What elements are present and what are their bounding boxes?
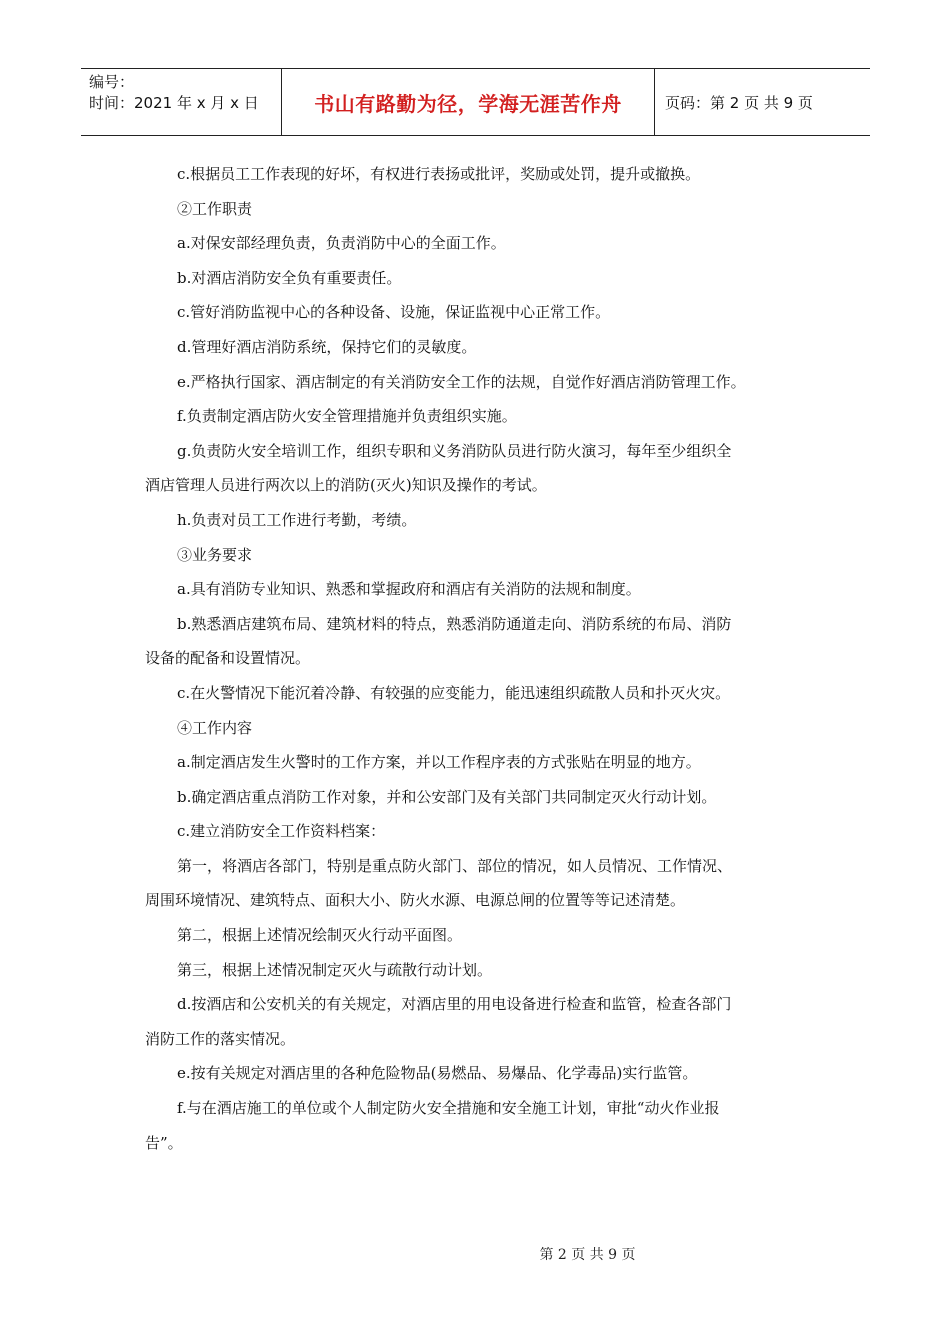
header-motto: 书山有路勤为径，学海无涯苦作舟 xyxy=(282,69,655,135)
body-line: ②工作职责 xyxy=(177,199,253,218)
body-line: ③业务要求 xyxy=(177,545,253,564)
document-header xyxy=(81,68,870,136)
body-line: c.管好消防监视中心的各种设备、设施，保证监视中心正常工作。 xyxy=(177,303,611,322)
body-line: h.负责对员工工作进行考勤，考绩。 xyxy=(177,510,417,529)
body-line: c.根据员工工作表现的好坏，有权进行表扬或批评，奖励或处罚，提升或撤换。 xyxy=(177,165,701,183)
body-line: e.按有关规定对酒店里的各种危险物品(易燃品、易爆品、化学毒品)实行监管。 xyxy=(177,1064,698,1083)
body-line: 第一，将酒店各部门，特别是重点防火部门、部位的情况，如人员情况、工作情况、 xyxy=(177,856,733,875)
body-line: a.对保安部经理负责，负责消防中心的全面工作。 xyxy=(177,234,506,253)
body-line: 消防工作的落实情况。 xyxy=(145,1029,296,1048)
body-line: b.确定酒店重点消防工作对象，并和公安部门及有关部门共同制定灭火行动计划。 xyxy=(177,787,717,806)
body-line: d.管理好酒店消防系统，保持它们的灵敏度。 xyxy=(177,337,477,356)
footer-page-indicator: 第 2 页 共 9 页 xyxy=(539,1247,636,1263)
body-line: a.具有消防专业知识、熟悉和掌握政府和酒店有关消防的法规和制度。 xyxy=(177,580,641,599)
body-line: e.严格执行国家、酒店制定的有关消防安全工作的法规，自觉作好酒店消防管理工作。 xyxy=(177,372,746,391)
body-line: 告”。 xyxy=(145,1133,183,1152)
body-line: ④工作内容 xyxy=(177,718,253,737)
body-line: f.负责制定酒店防火安全管理措施并负责组织实施。 xyxy=(177,407,517,426)
page-footer xyxy=(0,1244,950,1264)
body-line: c.建立消防安全工作资料档案： xyxy=(177,822,386,841)
header-meta-cell xyxy=(81,69,282,135)
header-page-code: 页码：第 2 页 共 9 页 xyxy=(665,93,813,112)
body-line: f.与在酒店施工的单位或个人制定防火安全措施和安全施工计划，审批“动火作业报 xyxy=(177,1099,720,1118)
body-line: b.对酒店消防安全负有重要责任。 xyxy=(177,268,402,287)
body-line: 周围环境情况、建筑特点、面积大小、防火水源、电源总闸的位置等等记述清楚。 xyxy=(145,891,686,910)
document-date-label: 时间：2021 年 x 月 x 日 xyxy=(89,94,259,112)
body-line: g.负责防火安全培训工作，组织专职和义务消防队员进行防火演习，每年至少组织全 xyxy=(177,441,732,460)
body-line: c.在火警情况下能沉着冷静、有较强的应变能力，能迅速组织疏散人员和扑灭火灾。 xyxy=(177,683,731,702)
document-number-label: 编号： xyxy=(89,73,135,91)
body-line: 第二，根据上述情况绘制灭火行动平面图。 xyxy=(177,926,463,945)
body-line: 酒店管理人员进行两次以上的消防(灭火)知识及操作的考试。 xyxy=(145,476,547,495)
body-line: 设备的配备和设置情况。 xyxy=(145,649,311,668)
body-line: a.制定酒店发生火警时的工作方案，并以工作程序表的方式张贴在明显的地方。 xyxy=(177,753,701,772)
body-line: b.熟悉酒店建筑布局、建筑材料的特点，熟悉消防通道走向、消防系统的布局、消防 xyxy=(177,614,732,633)
body-line: d.按酒店和公安机关的有关规定，对酒店里的用电设备进行检查和监管，检查各部门 xyxy=(177,995,732,1014)
document-body xyxy=(145,157,805,1160)
body-line: 第三，根据上述情况制定灭火与疏散行动计划。 xyxy=(177,960,493,979)
